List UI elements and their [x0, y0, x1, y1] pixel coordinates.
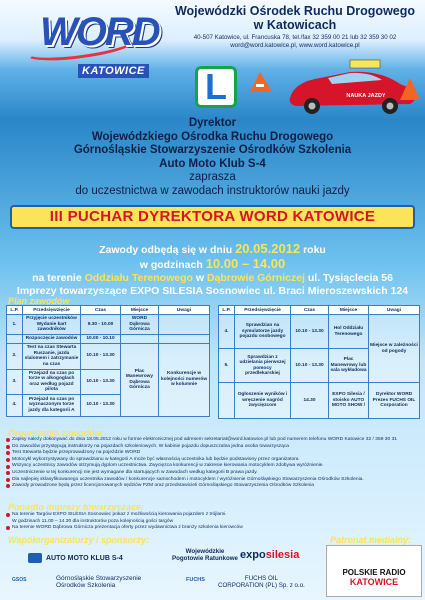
- event-details: [0, 242, 425, 298]
- intro-line6: do uczestnictwa w zawodach instruktorów nauki jazdy: [75, 184, 350, 197]
- list-item: Dla najlepiej sklasyfikowanego uczestnika zawodów / konkurencje samochodem i motocyklem / wyróżnienie Górnośląskiego Stowarzyszenia Ośrodków Szkolenia.: [6, 477, 418, 484]
- institution-address: [170, 34, 420, 50]
- event-hours: 10.00 – 14.00: [205, 256, 286, 271]
- invitation-text: [0, 117, 425, 198]
- address-line1: 40-507 Katowice, ul. Francuska 78, tel./fax 32 359 00 21 lub 32 359 30 02: [193, 34, 397, 41]
- cone-icon: [250, 72, 272, 92]
- bullet-icon: [6, 484, 10, 488]
- intro-line5: zaprasza: [189, 171, 236, 183]
- list-item: W godzinach 11.00 – 14.30 dla instruktorów poza kolejnością gości targów: [12, 518, 174, 524]
- plan-table-right: L.P. Przedsięwzięcie Czas Miejsce Uwagi 4. Sprawdzian na symulatorze jazdy pojazdu osobowego 10.10 - 13.30 Hol Oddziału Terenowego Miejsce w zależności od pogody 5. Sprawdzian z udzielania pierwszej pomocy przedlekarskiej 10.10 - 13.30 Plac Manewrowy lub sala wykładowa Ogłoszenie wyników i wręczenie nagród zwycięzcom 14.30 EXPO Silesia / stoisko AUTO MOTO SHOW / Dyrektor WORD Prezes FUCHS OIL Corporation: [218, 305, 420, 419]
- logo-city-text: KATOWICE: [78, 64, 149, 78]
- car-label: NAUKA JAZDY: [346, 93, 386, 99]
- intro-line1: Dyrektor: [188, 117, 237, 129]
- gsos-name: Górnośląskie Stowarzyszenie Ośrodków Szkolenia: [56, 575, 142, 589]
- wpr-logo: Wojewódzkie Pogotowie Ratunkowe: [172, 548, 239, 562]
- learner-l-plate-icon: L: [195, 66, 237, 108]
- gsos-logo-icon: GSOS: [12, 577, 27, 583]
- table-row: 1. Przyjęcie uczestników Wydanie kart zawodników 9.30 - 10.00 WORD Dąbrowa Górnicza: [7, 315, 210, 335]
- list-item: Na terenie Targów EXPO SILESIA Sosnowiec pokaz z możliwością kierowania pojazdem z trójlami.: [6, 512, 418, 519]
- table-row: 5. Sprawdzian z udzielania pierwszej pomocy przedlekarskiej 10.10 - 13.30 Plac Manewrowy lub sala wykładowa: [219, 349, 420, 383]
- institution-title-line2: w Katowicach: [253, 18, 337, 32]
- fuchs-logo-icon: FUCHS: [186, 577, 205, 583]
- list-item: Na terenie WORD Dąbrowa Górnicza prezentacja oferty przez wydawnictwa z branży szkolenia kierowców: [6, 525, 418, 532]
- list-item: Uczestniczenie w tej konkurencji nie jest wymagane dla startujących w zawodach według kategorii B prawa jazdy.: [6, 470, 418, 477]
- polskie-radio-logo: POLSKIE RADIO KATOWICE: [326, 545, 422, 597]
- expo-silesia-logo: exposilesia: [240, 549, 300, 561]
- bullet-icon: [6, 438, 10, 442]
- patronage-title: Patronat medialny:: [330, 535, 412, 545]
- place-link-2[interactable]: Dąbrowie Górniczej: [206, 272, 305, 284]
- event-date-line: Zawody odbędą się w dniu 20.05.2012 roku: [99, 241, 326, 256]
- institution-title-line1: Wojewódzki Ośrodek Ruchu Drogowego: [174, 4, 416, 18]
- sponsors-title: Współorganizatorzy i sponsorzy:: [8, 535, 150, 545]
- list-item: Do zawodów przystępują instruktorzy na pojazdach szkoleniowych. W kabinie pojazdu dopuszczalna jedna osoba towarzysząca: [6, 444, 418, 451]
- bullet-icon: [6, 458, 10, 462]
- fair-list: [6, 512, 418, 532]
- amk-logo: AUTO MOTO KLUB S-4: [28, 553, 123, 563]
- intro-line3: Górnośląskie Stowarzyszenie Ośrodków Szkolenia: [73, 144, 352, 156]
- bullet-icon: [6, 513, 10, 517]
- bullet-icon: [6, 451, 10, 455]
- list-item: Zawody prowadzone będą przez licencjonowanych sędziów PZM oraz przedstawicieli Górnośląskiego Stowarzyszenia Ośrodków Szkolenia: [6, 483, 418, 490]
- list-item: Wszyscy uczestnicy zawodów otrzymują dyplom uczestnictwa. Zwycięzca konkurencji w zakresie kierowania motocyklem zdobywa wyróżnienie.: [6, 463, 418, 470]
- event-hours-line: w godzinach 10.00 – 14.00: [139, 256, 286, 271]
- table-row: 2. Test na czas Stewarta Ruszanie, jazda slalomem i zatrzymanie na czas 10.10 - 13.30 Plac Manewrowy Dąbrowa Górnicza Konkurencje w kolejności numerów w kolumnie: [7, 343, 210, 369]
- address-line2: word@word.katowice.pl, www.word.katowice.pl: [230, 42, 360, 49]
- bullet-icon: [6, 526, 10, 530]
- sponsors-section: [0, 535, 425, 600]
- table-row: Ogłoszenie wyników i wręczenie nagród zwycięzcom 14.30 EXPO Silesia / stoisko AUTO MOTO SHOW / Dyrektor WORD Prezes FUCHS OIL Corporation: [219, 383, 420, 419]
- list-item: Zapisy należy dokonywać do dnia 18.05.2012 roku w formie elektronicznej pod adresem sekretariat@word.katowice.pl lub pod numerem telefonu WORD Katowice 32 / 359 30 31: [6, 437, 418, 444]
- hero: [0, 58, 425, 118]
- bullet-icon: [6, 465, 10, 469]
- organization-title: Organizacja zawodów:: [8, 428, 105, 438]
- plan-title: Plan zawodów: [8, 296, 70, 306]
- red-car-icon: [250, 58, 420, 116]
- list-item: Motocykl wykorzystywany do sprawdzianu w kategorii A może być własnością uczestnika lub będzie podstawiony przez organizatora: [6, 457, 418, 464]
- event-date: 20.05.2012: [235, 241, 301, 256]
- list-item: Test Stewarta będzie przeprowadzony na pojeździe WORD: [6, 450, 418, 457]
- intro-line4: Auto Moto Klub S-4: [159, 157, 266, 170]
- bullet-icon: [6, 445, 10, 449]
- event-place-line: na terenie Oddziału Terenowego w Dąbrowie Górniczej ul. Tysiąclecia 56: [32, 272, 393, 284]
- table-row: 4. Przejazd na czas po wyznaczonym torze jazdy dla kategorii A 10.10 - 13.30: [7, 394, 210, 416]
- plan-table-left: L.P. Przedsięwzięcie Czas Miejsce Uwagi 1. Przyjęcie uczestników Wydanie kart zawodników 9.30 - 10.00 WORD Dąbrowa Górnicza Rozpoczęcie zawodów 10.00 - 10.10 2. Test na czas Stewarta Ruszanie, jazda slalomem i zatrzymanie na czas 10.10 - 13.30 Plac Manewrowy Dąbrowa Górnicza Konkurencje w kolejności numerów w kolumnie 3. Przejazd na czas po torze w alkogoglach oraz według pojazd pilota 10.10 - 13.30 4. Przejazd na czas po wyznaczonym torze jazdy dla kategorii A 10.10 - 13.30: [6, 305, 210, 417]
- bullet-icon: [6, 471, 10, 475]
- cup-title-banner: III PUCHAR DYREKTORA WORD KATOWICE: [10, 205, 415, 229]
- table-row: 3. Przejazd na czas po torze w alkogoglach oraz według pojazd pilota 10.10 - 13.30: [7, 369, 210, 394]
- intro-line2: Wojewódzkiego Ośrodka Ruchu Drogowego: [91, 130, 334, 143]
- bullet-icon: [6, 478, 10, 482]
- organization-list: [6, 437, 418, 490]
- table-row: Rozpoczęcie zawodów 10.00 - 10.10: [7, 334, 210, 343]
- event-fair-line: Imprezy towarzyszące EXPO SILESIA Sosnowiec ul. Braci Mieroszewskich 124: [16, 285, 409, 297]
- table-row: 4. Sprawdzian na symulatorze jazdy pojazdu osobowego 10.10 - 13.30 Hol Oddziału Terenowego Miejsce w zależności od pogody: [219, 315, 420, 349]
- place-link[interactable]: Oddziału Terenowego: [84, 272, 193, 284]
- fuchs-name: FUCHS OIL CORPORATION (PL) Sp. z o.o.: [218, 575, 305, 589]
- fair-title: Ponadto imprezy towarzyszące:: [8, 502, 145, 512]
- institution-title: [170, 4, 420, 32]
- logo-word-text: WORD: [40, 10, 159, 54]
